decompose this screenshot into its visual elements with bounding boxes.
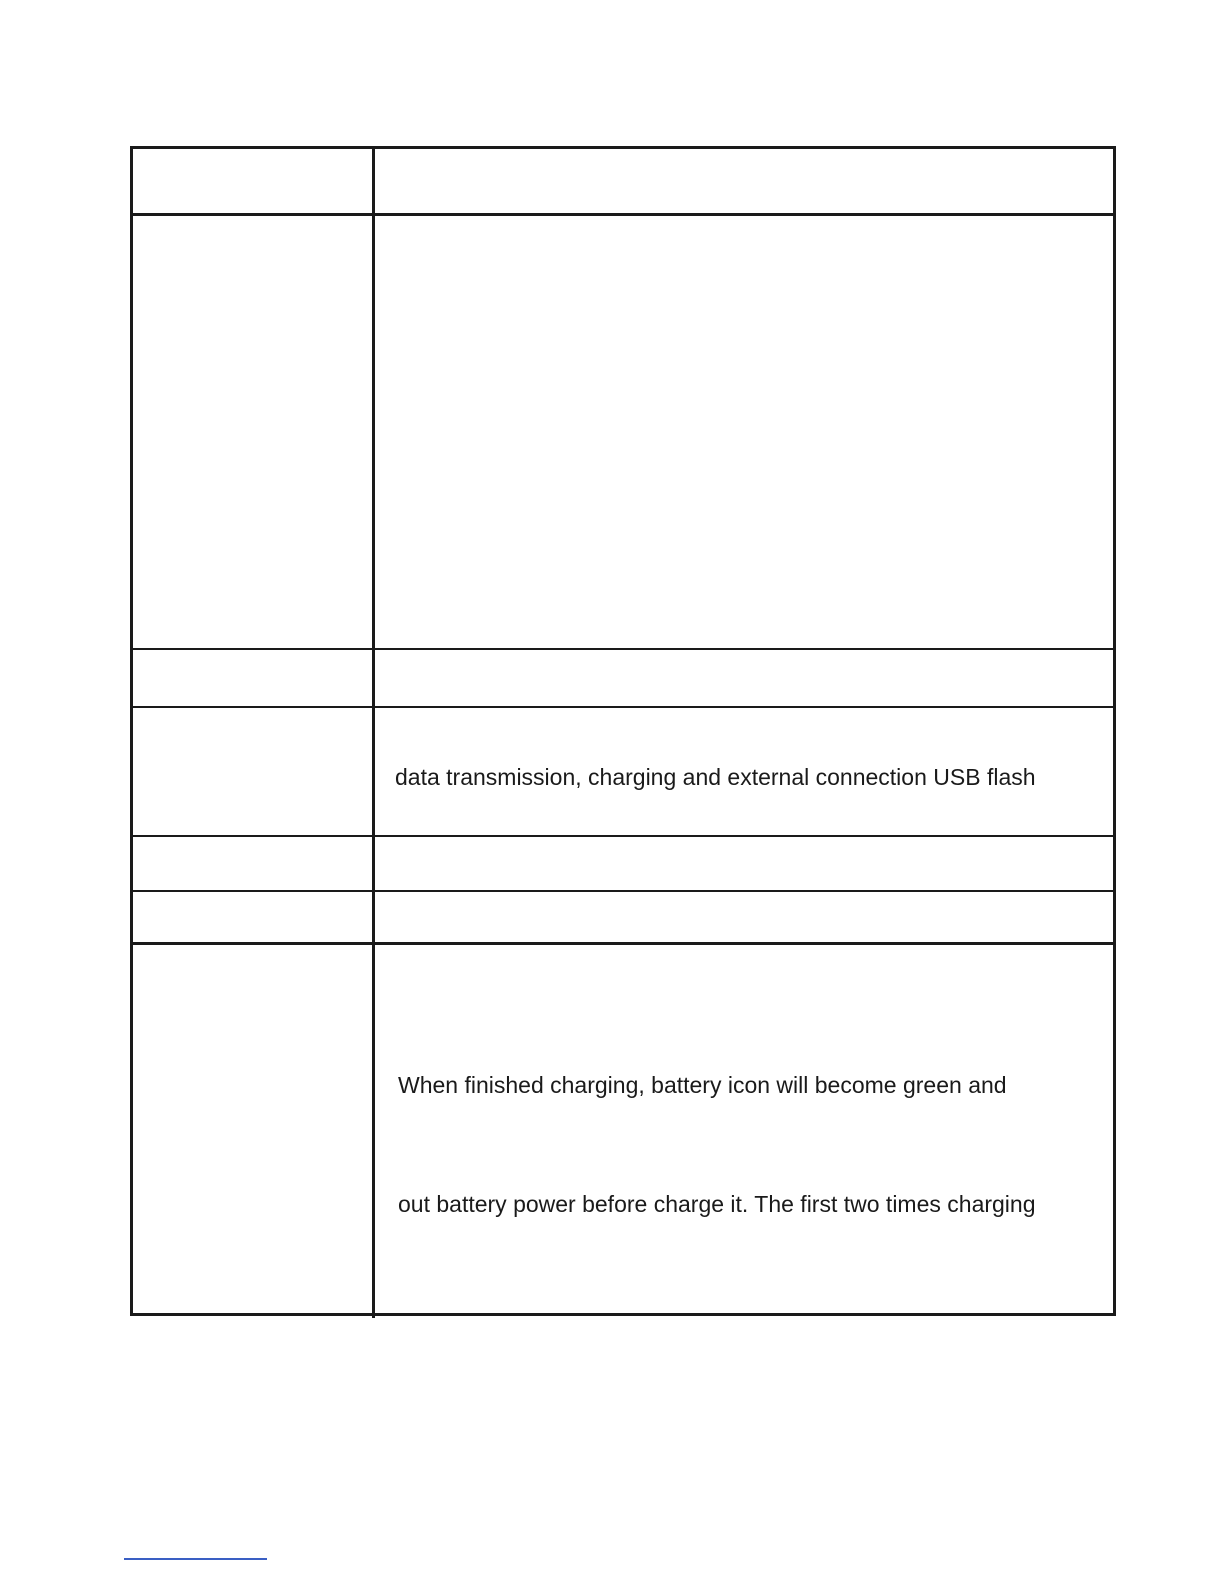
- row-divider: [130, 942, 1116, 945]
- row-divider: [130, 890, 1116, 892]
- row-divider: [130, 835, 1116, 837]
- battery-description-line: out battery power before charge it. The first two times charging: [398, 1191, 1036, 1217]
- footer-rule: [124, 1558, 267, 1560]
- row-divider: [130, 213, 1116, 216]
- row-divider: [130, 706, 1116, 708]
- row-divider: [130, 648, 1116, 650]
- usb-description-line: data transmission, charging and external connection USB flash: [395, 764, 1036, 790]
- column-divider: [372, 146, 375, 1318]
- table-frame: [130, 146, 1116, 1316]
- battery-description-line: When finished charging, battery icon will become green and: [398, 1072, 1007, 1098]
